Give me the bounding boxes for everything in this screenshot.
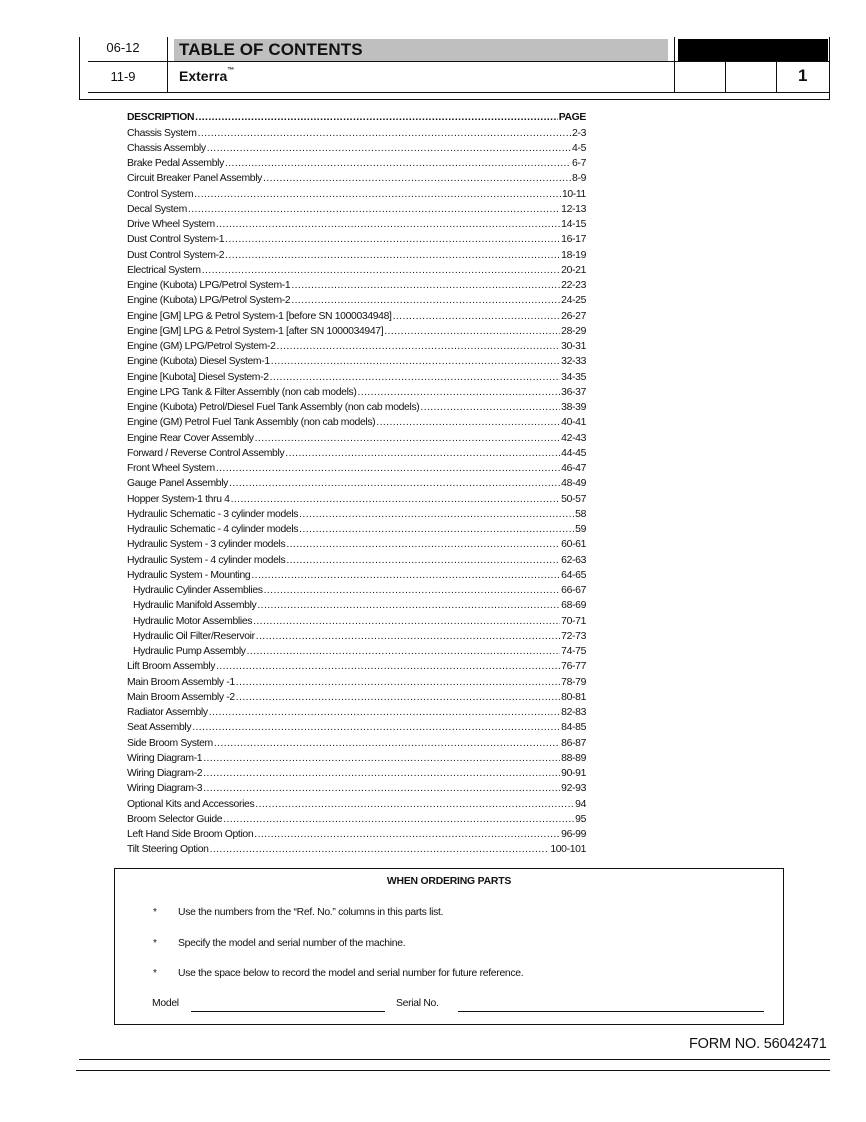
toc-entry-label: Engine [GM] LPG & Petrol System-1 [before SN 1000034948] bbox=[127, 310, 392, 322]
toc-leader-dots bbox=[192, 722, 560, 734]
toc-entry-page: 64-65 bbox=[561, 569, 586, 581]
toc-row bbox=[127, 506, 586, 521]
toc-entry-page: 8-9 bbox=[572, 173, 586, 185]
toc-entry-page: 78-79 bbox=[561, 676, 586, 688]
toc-row bbox=[127, 353, 586, 368]
toc-row bbox=[127, 140, 586, 155]
toc-entry-page: 90-91 bbox=[561, 768, 586, 779]
footer-line-upper bbox=[79, 1059, 830, 1060]
header-right-border bbox=[829, 37, 830, 99]
toc-entry-label: Optional Kits and Accessories bbox=[127, 798, 255, 810]
ordering-instruction-1: Use the numbers from the “Ref. No.” columns in this parts list. bbox=[178, 907, 444, 918]
toc-entry-page: 82-83 bbox=[561, 707, 586, 718]
toc-entry-page: 26-27 bbox=[561, 310, 586, 322]
toc-entry-page: 44-45 bbox=[561, 447, 586, 459]
header-date-divider bbox=[167, 37, 168, 92]
toc-leader-dots bbox=[216, 661, 560, 673]
toc-row bbox=[127, 704, 586, 719]
toc-entry-page: 76-77 bbox=[561, 661, 586, 673]
toc-entry-page: 22-23 bbox=[561, 280, 586, 291]
toc-leader-dots bbox=[216, 219, 560, 231]
toc-entry-label: Left Hand Side Broom Option bbox=[127, 829, 254, 840]
toc-leader-dots bbox=[231, 494, 561, 506]
toc-entry-page: 32-33 bbox=[561, 356, 586, 368]
toc-entry-page: 84-85 bbox=[561, 722, 586, 734]
header-box-divider-3 bbox=[776, 61, 777, 92]
toc-entry-label: Main Broom Assembly -2 bbox=[127, 691, 235, 703]
toc-leader-dots bbox=[207, 143, 571, 155]
ordering-title: WHEN ORDERING PARTS bbox=[386, 876, 512, 887]
toc-entry-label: Gauge Panel Assembly bbox=[127, 478, 229, 490]
toc-entry-label: Main Broom Assembly -1 bbox=[127, 676, 235, 688]
toc-entry-label: Brake Pedal Assembly bbox=[127, 158, 224, 169]
toc-entry-label: Hydraulic Motor Assemblies bbox=[133, 615, 253, 627]
toc-row bbox=[127, 612, 586, 627]
toc-entry-label: Tilt Steering Option bbox=[127, 844, 209, 856]
toc-entry-label: Wiring Diagram-1 bbox=[127, 752, 203, 764]
toc-leader-dots bbox=[257, 600, 560, 612]
toc-entry-page: 24-25 bbox=[561, 295, 586, 307]
table-of-contents bbox=[127, 109, 586, 856]
toc-entry-page: 58 bbox=[575, 508, 586, 520]
toc-leader-dots bbox=[198, 128, 571, 140]
toc-row bbox=[127, 475, 586, 490]
toc-entry-label: Wiring Diagram-2 bbox=[127, 768, 203, 779]
toc-entry-label: Hydraulic Cylinder Assemblies bbox=[133, 585, 263, 596]
toc-leader-dots bbox=[225, 234, 560, 246]
bullet-marker: * bbox=[153, 968, 157, 979]
toc-row bbox=[127, 795, 586, 810]
page-number: 1 bbox=[798, 66, 808, 85]
toc-leader-dots bbox=[376, 417, 560, 429]
toc-row bbox=[127, 231, 586, 246]
ordering-instruction-3: Use the space below to record the model and serial number for future reference. bbox=[178, 968, 524, 979]
toc-leader-dots bbox=[223, 814, 574, 826]
toc-entry-label: Hydraulic Schematic - 4 cylinder models bbox=[127, 524, 299, 535]
toc-entry-label: Hydraulic Pump Assembly bbox=[133, 646, 246, 657]
bullet-marker: * bbox=[153, 907, 157, 918]
toc-row bbox=[127, 567, 586, 582]
toc-item-list bbox=[127, 124, 586, 856]
toc-leader-dots bbox=[225, 158, 571, 170]
toc-entry-page: 48-49 bbox=[561, 478, 586, 490]
toc-leader-dots bbox=[270, 372, 561, 384]
toc-row bbox=[127, 811, 586, 826]
toc-row bbox=[127, 185, 586, 200]
toc-entry-page: 4-5 bbox=[572, 142, 586, 154]
toc-entry-page: 60-61 bbox=[561, 539, 586, 551]
toc-row bbox=[127, 643, 586, 658]
toc-row bbox=[127, 780, 586, 795]
toc-leader-dots bbox=[277, 341, 561, 353]
toc-entry-page: 86-87 bbox=[561, 737, 586, 749]
toc-entry-page: 95 bbox=[575, 813, 586, 825]
toc-entry-label: Hydraulic Manifold Assembly bbox=[133, 600, 257, 612]
toc-row bbox=[127, 307, 586, 322]
toc-entry-label: Seat Assembly bbox=[127, 722, 192, 734]
toc-entry-label: Hydraulic System - 3 cylinder models bbox=[127, 539, 286, 551]
toc-leader-dots bbox=[255, 799, 574, 811]
toc-row bbox=[127, 734, 586, 749]
toc-leader-dots bbox=[256, 631, 560, 643]
toc-entry-label: Dust Control System-1 bbox=[127, 234, 225, 246]
toc-entry-page: 50-57 bbox=[561, 493, 586, 505]
toc-entry-label: Engine (GM) LPG/Petrol System-2 bbox=[127, 341, 276, 352]
toc-leader-dots bbox=[254, 829, 560, 841]
toc-leader-dots bbox=[203, 753, 560, 765]
toc-entry-page: 30-31 bbox=[561, 341, 586, 352]
toc-leader-dots bbox=[393, 311, 561, 323]
toc-entry-label: Hydraulic System - 4 cylinder models bbox=[127, 554, 286, 566]
toc-entry-page: 28-29 bbox=[561, 325, 586, 337]
toc-leader-dots bbox=[264, 585, 561, 597]
toc-entry-label: Broom Selector Guide bbox=[127, 813, 223, 825]
ordering-instruction-2: Specify the model and serial number of the machine. bbox=[178, 938, 406, 949]
toc-row bbox=[127, 399, 586, 414]
toc-entry-label: Electrical System bbox=[127, 264, 201, 276]
toc-entry-label: Radiator Assembly bbox=[127, 707, 208, 718]
toc-entry-page: 38-39 bbox=[561, 402, 586, 413]
revision-date-top: 06-12 bbox=[106, 40, 140, 55]
toc-leader-dots bbox=[286, 555, 560, 567]
toc-entry-page: 66-67 bbox=[561, 585, 586, 596]
toc-row bbox=[127, 689, 586, 704]
toc-row bbox=[127, 826, 586, 841]
toc-heading-description: DESCRIPTION bbox=[127, 112, 195, 124]
model-name bbox=[179, 68, 234, 84]
toc-entry-label: Engine LPG Tank & Filter Assembly (non cab models) bbox=[127, 386, 357, 398]
toc-heading-page: PAGE bbox=[558, 112, 586, 124]
toc-leader-dots bbox=[358, 387, 561, 399]
toc-leader-dots bbox=[210, 844, 550, 856]
toc-row bbox=[127, 246, 586, 261]
toc-entry-page: 12-13 bbox=[561, 203, 586, 215]
header-bottom-line bbox=[88, 92, 830, 93]
toc-leader-dots bbox=[225, 250, 560, 262]
toc-row bbox=[127, 338, 586, 353]
toc-entry-page: 72-73 bbox=[561, 630, 586, 642]
model-write-line bbox=[191, 1011, 385, 1012]
toc-leader-dots bbox=[253, 616, 560, 628]
header-box-divider-1 bbox=[674, 37, 675, 92]
serial-number-write-line bbox=[458, 1011, 764, 1012]
toc-entry-page: 18-19 bbox=[561, 249, 586, 261]
toc-heading-row bbox=[127, 109, 586, 124]
toc-row bbox=[127, 429, 586, 444]
toc-row bbox=[127, 536, 586, 551]
toc-leader-dots bbox=[229, 478, 560, 490]
toc-row bbox=[127, 216, 586, 231]
toc-entry-page: 70-71 bbox=[561, 615, 586, 627]
page-title: TABLE OF CONTENTS bbox=[179, 40, 363, 59]
toc-row bbox=[127, 658, 586, 673]
toc-row bbox=[127, 368, 586, 383]
toc-leader-dots bbox=[188, 204, 560, 216]
toc-entry-page: 100-101 bbox=[550, 844, 586, 856]
revision-date-bottom: 11-9 bbox=[110, 69, 136, 84]
toc-entry-page: 62-63 bbox=[561, 554, 586, 566]
toc-entry-label: Forward / Reverse Control Assembly bbox=[127, 447, 285, 459]
toc-entry-page: 2-3 bbox=[572, 127, 586, 139]
toc-leader-dots bbox=[194, 189, 561, 201]
toc-row bbox=[127, 765, 586, 780]
toc-entry-label: Engine (GM) Petrol Fuel Tank Assembly (non cab models) bbox=[127, 417, 376, 429]
toc-row bbox=[127, 597, 586, 612]
toc-row bbox=[127, 292, 586, 307]
toc-leader-dots bbox=[299, 509, 574, 521]
toc-row bbox=[127, 155, 586, 170]
toc-row bbox=[127, 124, 586, 139]
toc-row bbox=[127, 445, 586, 460]
toc-entry-page: 20-21 bbox=[561, 264, 586, 276]
toc-row bbox=[127, 551, 586, 566]
toc-entry-label: Engine (Kubota) LPG/Petrol System-1 bbox=[127, 280, 291, 291]
toc-leader-dots bbox=[209, 707, 560, 719]
toc-row bbox=[127, 262, 586, 277]
toc-entry-page: 94 bbox=[575, 798, 586, 810]
toc-entry-page: 14-15 bbox=[561, 219, 586, 230]
toc-entry-label: Front Wheel System bbox=[127, 463, 215, 474]
toc-entry-label: Decal System bbox=[127, 203, 187, 215]
toc-leader-dots bbox=[214, 738, 560, 750]
toc-row bbox=[127, 384, 586, 399]
header-base-line bbox=[79, 99, 830, 100]
toc-leader-dots bbox=[263, 173, 571, 185]
toc-leader-dots bbox=[203, 783, 560, 795]
toc-entry-label: Side Broom System bbox=[127, 737, 213, 749]
toc-entry-label: Chassis System bbox=[127, 127, 197, 139]
toc-entry-page: 6-7 bbox=[572, 158, 586, 169]
toc-leader-dots bbox=[251, 570, 560, 582]
toc-leader-dots bbox=[286, 539, 560, 551]
toc-leader-dots bbox=[203, 768, 560, 780]
toc-entry-label: Engine Rear Cover Assembly bbox=[127, 432, 254, 444]
toc-entry-page: 34-35 bbox=[561, 371, 586, 383]
toc-entry-label: Hydraulic Oil Filter/Reservoir bbox=[133, 630, 255, 642]
toc-entry-label: Drive Wheel System bbox=[127, 219, 215, 230]
toc-entry-page: 80-81 bbox=[561, 691, 586, 703]
toc-entry-label: Hydraulic Schematic - 3 cylinder models bbox=[127, 508, 299, 520]
ordering-parts-box bbox=[114, 868, 784, 1025]
toc-entry-label: Hydraulic System - Mounting bbox=[127, 569, 251, 581]
toc-entry-page: 40-41 bbox=[561, 417, 586, 429]
toc-entry-label: Dust Control System-2 bbox=[127, 249, 225, 261]
toc-leader-dots bbox=[216, 463, 560, 475]
toc-entry-label: Chassis Assembly bbox=[127, 142, 206, 154]
bullet-marker: * bbox=[153, 938, 157, 949]
model-name-text: Exterra bbox=[179, 68, 228, 84]
header-box-divider-2 bbox=[725, 61, 726, 92]
toc-entry-page: 42-43 bbox=[561, 432, 586, 444]
toc-entry-label: Engine (Kubota) LPG/Petrol System-2 bbox=[127, 295, 291, 307]
toc-leader-dots bbox=[271, 356, 560, 368]
toc-leader-dots bbox=[291, 295, 560, 307]
toc-entry-page: 92-93 bbox=[561, 783, 586, 795]
toc-leader-dots bbox=[195, 112, 558, 124]
toc-row bbox=[127, 582, 586, 597]
toc-entry-label: Hopper System-1 thru 4 bbox=[127, 493, 230, 505]
toc-leader-dots bbox=[420, 402, 560, 414]
toc-row bbox=[127, 719, 586, 734]
toc-row bbox=[127, 201, 586, 216]
toc-entry-label: Engine [GM] LPG & Petrol System-1 [after SN 1000034947] bbox=[127, 325, 384, 337]
toc-entry-page: 74-75 bbox=[561, 646, 586, 657]
toc-entry-page: 10-11 bbox=[561, 188, 586, 200]
toc-entry-label: Engine (Kubota) Petrol/Diesel Fuel Tank Assembly (non cab models) bbox=[127, 402, 420, 413]
toc-leader-dots bbox=[291, 280, 560, 292]
toc-entry-page: 46-47 bbox=[561, 463, 586, 474]
toc-row bbox=[127, 277, 586, 292]
toc-entry-label: Control System bbox=[127, 188, 194, 200]
toc-leader-dots bbox=[285, 448, 560, 460]
toc-entry-page: 59 bbox=[575, 524, 586, 535]
toc-entry-label: Circuit Breaker Panel Assembly bbox=[127, 173, 263, 185]
toc-row bbox=[127, 628, 586, 643]
footer-line-lower bbox=[76, 1070, 830, 1071]
toc-row bbox=[127, 750, 586, 765]
toc-row bbox=[127, 673, 586, 688]
toc-entry-label: Lift Broom Assembly bbox=[127, 661, 216, 673]
header-mid-line bbox=[88, 61, 830, 62]
toc-leader-dots bbox=[384, 326, 560, 338]
toc-row bbox=[127, 460, 586, 475]
serial-number-label: Serial No. bbox=[396, 998, 439, 1009]
toc-entry-label: Engine (Kubota) Diesel System-1 bbox=[127, 356, 270, 368]
toc-row bbox=[127, 841, 586, 856]
header-black-block bbox=[678, 39, 828, 61]
toc-leader-dots bbox=[247, 646, 561, 658]
toc-entry-page: 16-17 bbox=[561, 234, 586, 246]
toc-row bbox=[127, 521, 586, 536]
toc-entry-page: 68-69 bbox=[561, 600, 586, 612]
toc-entry-page: 96-99 bbox=[561, 829, 586, 840]
toc-leader-dots bbox=[255, 433, 561, 445]
toc-entry-page: 36-37 bbox=[561, 386, 586, 398]
toc-entry-page: 88-89 bbox=[561, 752, 586, 764]
form-number: FORM NO. 56042471 bbox=[689, 1036, 827, 1052]
toc-row bbox=[127, 323, 586, 338]
toc-leader-dots bbox=[299, 524, 574, 536]
toc-row bbox=[127, 170, 586, 185]
toc-entry-label: Engine [Kubota] Diesel System-2 bbox=[127, 371, 269, 383]
toc-row bbox=[127, 414, 586, 429]
toc-leader-dots bbox=[236, 692, 560, 704]
toc-entry-label: Wiring Diagram-3 bbox=[127, 783, 203, 795]
toc-row bbox=[127, 490, 586, 505]
model-label: Model bbox=[152, 998, 179, 1009]
toc-leader-dots bbox=[236, 677, 560, 689]
toc-leader-dots bbox=[202, 265, 560, 277]
trademark-symbol: ™ bbox=[227, 67, 235, 74]
